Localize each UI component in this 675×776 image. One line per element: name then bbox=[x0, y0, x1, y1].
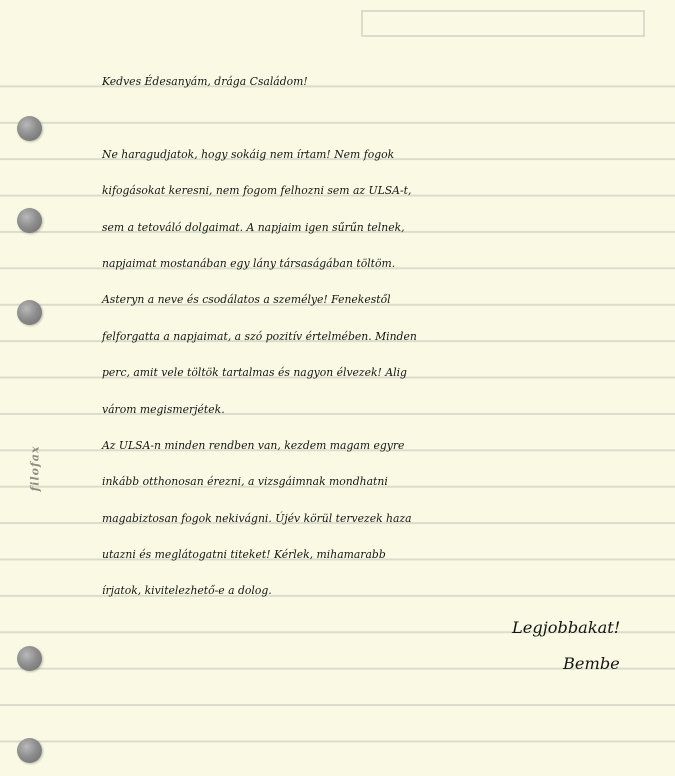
letter-text bbox=[102, 64, 674, 610]
body-line: sem a tetováló dolgaimat. A napjaim igen sűrűn telnek, bbox=[102, 220, 405, 234]
body-line: Asteryn a neve és csodálatos a személye! Fenekestől bbox=[102, 293, 391, 307]
header-box bbox=[361, 10, 645, 37]
punch-hole bbox=[17, 208, 42, 233]
punch-hole bbox=[17, 300, 42, 325]
body-line: kifogásokat keresni, nem fogom felhozni sem az ULSA-t, bbox=[102, 184, 412, 198]
closing: Legjobbakat! bbox=[512, 618, 621, 637]
body-line: magabiztosan fogok nekivágni. Újév körül tervezek haza bbox=[102, 511, 412, 525]
body-line: napjaimat mostanában egy lány társaságában töltöm. bbox=[102, 256, 396, 270]
punch-hole bbox=[17, 738, 42, 763]
body-line: inkább otthonosan érezni, a vizsgáimnak mondhatni bbox=[102, 475, 388, 489]
body-line: utazni és meglátogatni titeket! Kérlek, mihamarabb bbox=[102, 548, 386, 562]
body-line: perc, amit vele töltök tartalmas és nagyon élvezek! Alig bbox=[102, 366, 407, 380]
body-line: Az ULSA-n minden rendben van, kezdem magam egyre bbox=[102, 438, 405, 452]
signature: Bembe bbox=[563, 654, 620, 673]
body-line: írjatok, kivitelezhető-e a dolog. bbox=[102, 584, 272, 598]
greeting: Kedves Édesanyám, drága Családom! bbox=[102, 75, 308, 88]
body-line: felforgatta a napjaimat, a szó pozitív értelmében. Minden bbox=[102, 329, 417, 343]
blank-line bbox=[102, 100, 674, 136]
punch-hole bbox=[17, 116, 42, 141]
body-line: várom megismerjétek. bbox=[102, 402, 225, 416]
brand-label: filofax bbox=[28, 445, 42, 492]
punch-hole bbox=[17, 646, 42, 671]
body-line: Ne haragudjatok, hogy sokáig nem írtam! Nem fogok bbox=[102, 147, 395, 161]
